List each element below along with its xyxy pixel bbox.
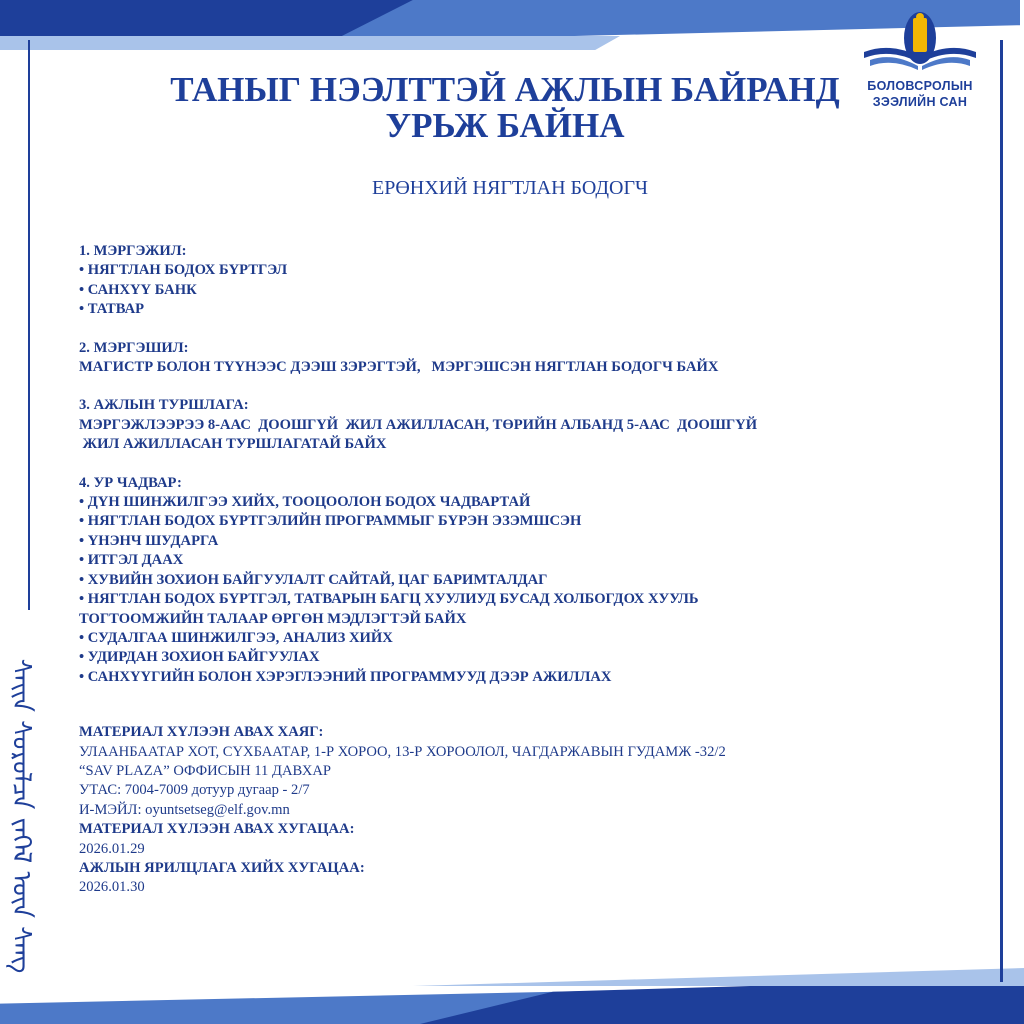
section-profession bbox=[79, 242, 879, 320]
section-text: МАГИСТР БОЛОН ТҮҮНЭЭС ДЭЭШ ЗЭРЭГТЭЙ, МЭРГЭШСЭН НЯГТЛАН БОДОГЧ БАЙХ bbox=[79, 359, 719, 376]
list-item: • САНХҮҮГИЙН БОЛОН ХЭРЭГЛЭЭНИЙ ПРОГРАММУУД ДЭЭР АЖИЛЛАХ bbox=[79, 668, 612, 685]
logo-line1: БОЛОВСРОЛЫН bbox=[867, 79, 973, 93]
section-heading: 4. УР ЧАДВАР: bbox=[79, 474, 182, 491]
top-banner-light bbox=[0, 36, 620, 50]
mongolian-script-text: ᠰᠠᠢᠨ ᠰᠤᠷᠤᠯᠴᠠ ᠵᠡᠭᠡᠯ ᠦᠨ ᠰᠠᠩ bbox=[6, 658, 36, 974]
phone-text: УТАС: 7004-7009 дотуур дугаар - 2/7 bbox=[79, 782, 310, 799]
list-item: • СУДАЛГАА ШИНЖИЛГЭЭ, АНАЛИЗ ХИЙХ bbox=[79, 629, 393, 646]
section-skills bbox=[79, 474, 879, 687]
address-heading: МАТЕРИАЛ ХҮЛЭЭН АВАХ ХАЯГ: bbox=[79, 724, 324, 741]
list-item: • ХУВИЙН ЗОХИОН БАЙГУУЛАЛТ САЙТАЙ, ЦАГ БАРИМТАЛДАГ bbox=[79, 571, 548, 588]
list-item: • САНХҮҮ БАНК bbox=[79, 281, 197, 298]
list-item: • НЯГТЛАН БОДОХ БҮРТГЭЛ, ТАТВАРЫН БАГЦ ХУУЛИУД БУСАД ХОЛБОГДОХ ХУУЛЬ bbox=[79, 591, 699, 608]
list-item: • УДИРДАН ЗОХИОН БАЙГУУЛАХ bbox=[79, 649, 320, 666]
soyombo-book-icon bbox=[860, 8, 980, 78]
contact-section bbox=[79, 723, 879, 898]
section-qualification bbox=[79, 339, 879, 378]
right-border-line bbox=[1000, 40, 1003, 982]
title-line-1: ТАНЫГ НЭЭЛТТЭЙ АЖЛЫН БАЙРАНД bbox=[170, 70, 840, 109]
interview-date: 2026.01.30 bbox=[79, 879, 145, 896]
email-text: И-МЭЙЛ: oyuntsetseg@elf.gov.mn bbox=[79, 801, 290, 818]
list-item: • ҮНЭНЧ ШУДАРГА bbox=[79, 532, 219, 549]
section-text: ЖИЛ АЖИЛЛАСАН ТУРШЛАГАТАЙ БАЙХ bbox=[79, 436, 387, 453]
address-line: “SAV PLAZA” ОФФИСЫН 11 ДАВХАР bbox=[79, 762, 332, 779]
title-line-2: УРЬЖ БАЙНА bbox=[385, 106, 625, 145]
section-heading: 3. АЖЛЫН ТУРШЛАГА: bbox=[79, 397, 249, 414]
list-item: • НЯГТЛАН БОДОХ БҮРТГЭЛИЙН ПРОГРАММЫГ БҮРЭН ЭЗЭМШСЭН bbox=[79, 513, 582, 530]
left-border-line bbox=[28, 40, 30, 610]
list-item: • ДҮН ШИНЖИЛГЭЭ ХИЙХ, ТООЦООЛОН БОДОХ ЧАДВАРТАЙ bbox=[79, 494, 531, 511]
list-item: • ТАТВАР bbox=[79, 301, 145, 318]
section-heading: 1. МЭРГЭЖИЛ: bbox=[79, 243, 187, 259]
address-line: УЛААНБААТАР ХОТ, СҮХБААТАР, 1-Р ХОРОО, 13-Р ХОРООЛОЛ, ЧАГДАРЖАВЫН ГУДАМЖ -32/2 bbox=[79, 743, 726, 760]
section-experience bbox=[79, 396, 879, 454]
page-title bbox=[160, 72, 850, 144]
deadline-date: 2026.01.29 bbox=[79, 840, 145, 857]
logo bbox=[856, 8, 984, 118]
list-item: • НЯГТЛАН БОДОХ БҮРТГЭЛ bbox=[79, 262, 288, 279]
posting-body bbox=[79, 242, 879, 898]
position-title: ЕРӨНХИЙ НЯГТЛАН БОДОГЧ bbox=[371, 177, 648, 199]
section-heading: 2. МЭРГЭШИЛ: bbox=[79, 339, 189, 356]
bottom-banner-light bbox=[360, 968, 1024, 986]
interview-heading: АЖЛЫН ЯРИЛЦЛАГА ХИЙХ ХУГАЦАА: bbox=[79, 859, 365, 876]
section-text: МЭРГЭЖЛЭЭРЭЭ 8-ААС ДООШГҮЙ ЖИЛ АЖИЛЛАСАН, ТӨРИЙН АЛБАНД 5-ААС ДООШГҮЙ bbox=[79, 416, 758, 433]
list-item: • ИТГЭЛ ДААХ bbox=[79, 552, 184, 569]
list-item: ТОГТООМЖИЙН ТАЛААР ӨРГӨН МЭДЛЭГТЭЙ БАЙХ bbox=[79, 610, 467, 627]
logo-line2: ЗЭЭЛИЙН САН bbox=[872, 95, 968, 109]
deadline-heading: МАТЕРИАЛ ХҮЛЭЭН АВАХ ХУГАЦАА: bbox=[79, 821, 355, 838]
